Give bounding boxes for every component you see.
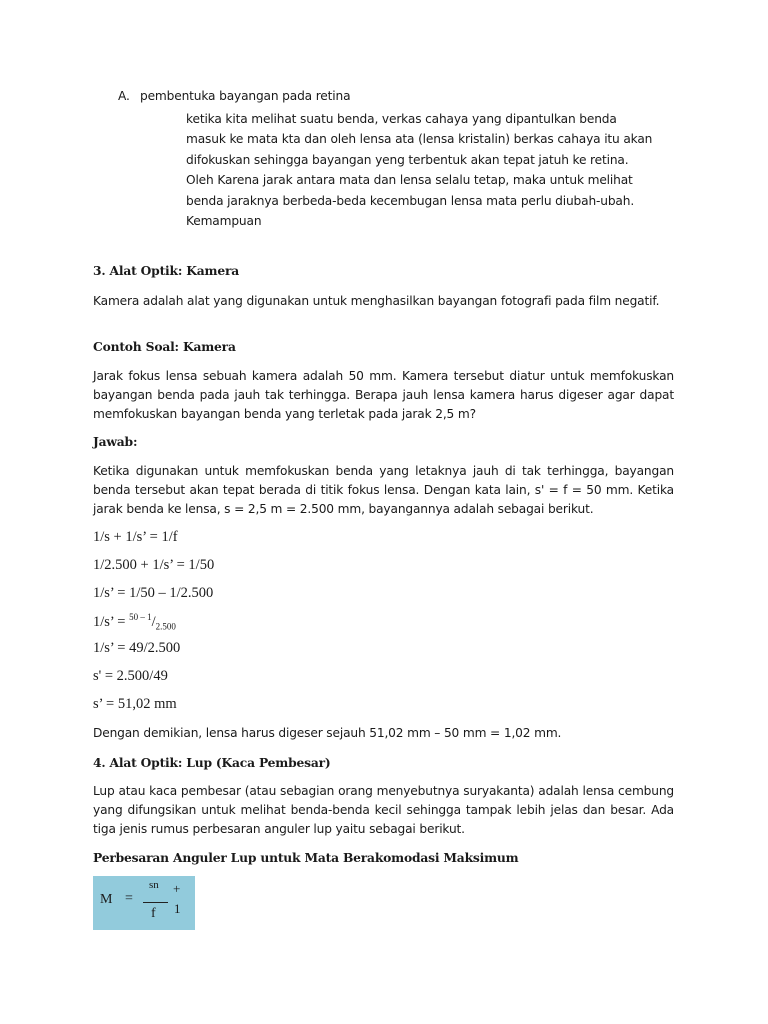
equation: 1/s’ = 1/50 – 1/2.500: [93, 585, 214, 601]
text-line: difokuskan sehingga bayangan yeng terbentuk akan tepat jatuh ke retina.: [186, 152, 629, 167]
eq-lhs: 1/s’ =: [93, 613, 130, 630]
text-line: benda jaraknya berbeda-beda kecembugan lensa mata perlu diubah-ubah.: [186, 193, 635, 208]
lup-subheading: Perbesaran Anguler Lup untuk Mata Berakomodasi Maksimum: [93, 850, 519, 865]
section-a-body: [186, 109, 652, 231]
formula-numerator: sn: [149, 879, 159, 891]
kamera-intro: Kamera adalah alat yang digunakan untuk menghasilkan bayangan fotografi pada film negatif.: [93, 294, 660, 308]
example-heading: Contoh Soal: Kamera: [93, 339, 236, 354]
text-line: Kemampuan: [186, 214, 262, 229]
conclusion: Dengan demikian, lensa harus digeser sejauh 51,02 mm – 50 mm = 1,02 mm.: [93, 726, 562, 740]
section-a-title: pembentuka bayangan pada retina: [140, 89, 351, 103]
equation: 1/2.500 + 1/s’ = 1/50: [93, 557, 215, 573]
answer-text: Ketika digunakan untuk memfokuskan benda yang letaknya jauh di tak terhingga, bayangan benda tersebut akan tepat berada di titik fokus lensa. Dengan kata lain, s' = f = 50 mm. Ketika jarak benda ke lensa, s = 2,5 m = 2.500 mm, bayangannya adalah sebagai berikut.: [93, 464, 674, 517]
eq-denominator: 2.500: [155, 621, 176, 632]
fraction-bar: [143, 902, 168, 903]
equation: s’ = 51,02 mm: [93, 696, 177, 712]
formula-equals: =: [125, 891, 133, 906]
answer-heading: Jawab:: [93, 434, 138, 449]
example-text: Jarak fokus lensa sebuah kamera adalah 50 mm. Kamera tersebut diatur untuk memfokuskan bayangan benda pada jauh tak terhingga. Berapa jauh lensa kamera harus digeser agar dapat memfokuskan bayangan benda yang terletak pada jarak 2,5 m?: [93, 369, 674, 422]
equation: s' = 2.500/49: [93, 668, 168, 684]
formula-denominator: f: [151, 906, 156, 921]
text-line: Oleh Karena jarak antara mata dan lensa selalu tetap, maka untuk melihat: [186, 173, 633, 188]
kamera-heading: 3. Alat Optik: Kamera: [93, 263, 239, 278]
equation: 1/s’ = 49/2.500: [93, 640, 181, 656]
text-line: masuk ke mata kta dan oleh lensa ata (lensa kristalin) berkas cahaya itu akan: [186, 132, 653, 147]
lup-intro: Lup atau kaca pembesar (atau sebagian orang menyebutnya suryakanta) adalah lensa cembung yang difungsikan untuk melihat benda-benda kecil sehingga tampak lebih jelas dan besar. Ada tiga jenis rumus perbesaran anguler lup yaitu sebagai berikut.: [93, 784, 674, 837]
formula-box: [93, 876, 195, 930]
lup-heading: 4. Alat Optik: Lup (Kaca Pembesar): [93, 755, 331, 770]
formula-one: 1: [174, 901, 181, 916]
formula-plus: +: [173, 881, 181, 896]
equation: 1/s + 1/s’ = 1/f: [93, 529, 178, 545]
equation-fraction: 1/s’ = $^{50 - 1}/_{2.500}$: [93, 612, 176, 632]
list-marker: A.: [118, 89, 130, 103]
text-line: ketika kita melihat suatu benda, verkas cahaya yang dipantulkan benda: [186, 112, 617, 126]
eq-numerator: 50 – 1: [129, 612, 152, 622]
formula-lhs: M: [100, 892, 113, 907]
